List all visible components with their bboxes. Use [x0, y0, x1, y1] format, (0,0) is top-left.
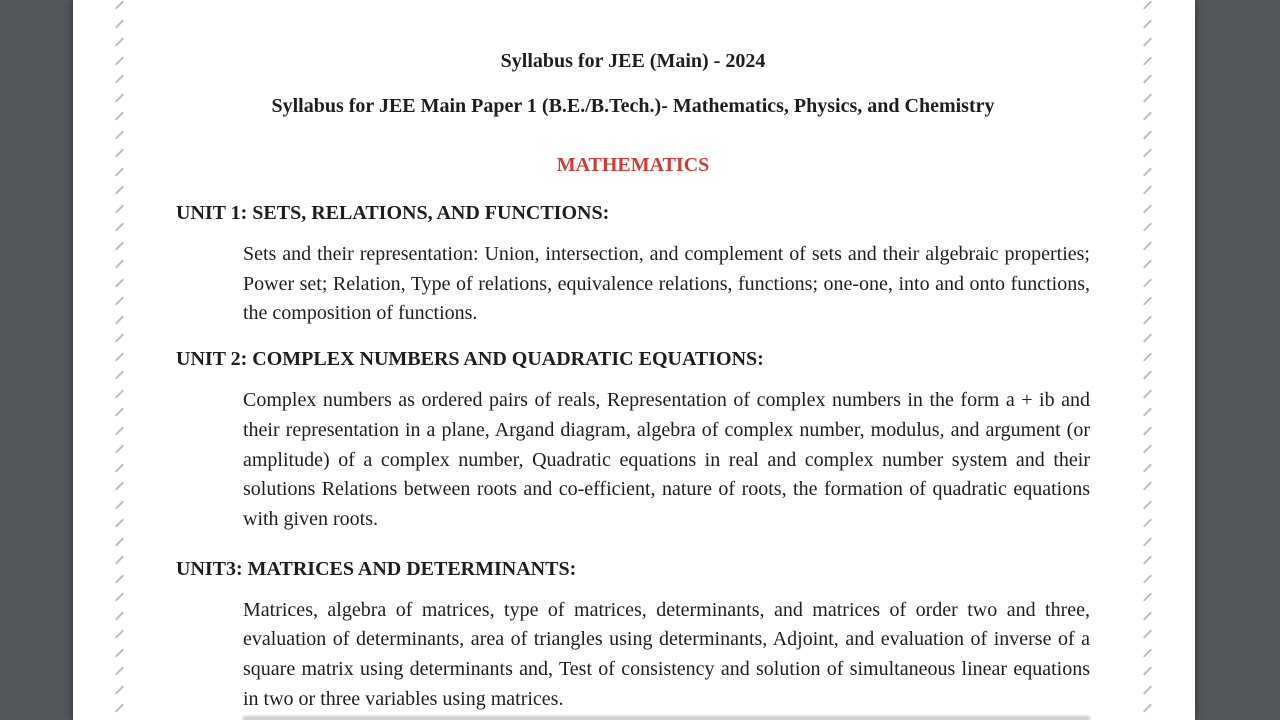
perforation-dash [1143, 37, 1152, 46]
document-content [176, 0, 1090, 714]
perforation-dash [115, 352, 124, 361]
perforation-dash [115, 611, 124, 620]
perforation-dash [115, 685, 124, 694]
perforation-dash [115, 148, 124, 157]
unit-2-body: Complex numbers as ordered pairs of reals, Representation of complex numbers in the form a + ib and their representation in a plane, Argand diagram, algebra of complex number, modulus, and argument (or amplitude) of a complex number, Quadratic equations in real and complex number system and their solutions Relations between roots and co-efficient, nature of roots, the formation of quadratic equations with given roots. [243, 389, 1090, 530]
perforation-dash [115, 315, 124, 324]
perforation-edge-left [114, 0, 126, 720]
section-title-mathematics: MATHEMATICS [556, 154, 710, 176]
perforation-dash [115, 278, 124, 287]
perforation-dash [115, 222, 124, 231]
perforation-dash [115, 629, 124, 638]
unit-section-1 [176, 200, 1090, 329]
perforation-dash [1143, 130, 1152, 139]
perforation-dash [1143, 463, 1152, 472]
perforation-dash [1143, 537, 1152, 546]
perforation-dash [115, 518, 124, 527]
perforation-dash [115, 592, 124, 601]
perforation-dash [1143, 148, 1152, 157]
perforation-dash [115, 93, 124, 102]
perforation-dash [115, 111, 124, 120]
perforation-dash [1143, 500, 1152, 509]
perforation-dash [115, 241, 124, 250]
perforation-dash [1143, 555, 1152, 564]
perforation-dash [115, 555, 124, 564]
perforation-dash [115, 333, 124, 342]
unit-2-heading: UNIT 2: COMPLEX NUMBERS AND QUADRATIC EQUATIONS: [176, 348, 764, 371]
perforation-dash [115, 296, 124, 305]
perforation-dash [115, 259, 124, 268]
perforation-dash [115, 0, 124, 9]
document-title: Syllabus for JEE (Main) - 2024 [500, 50, 766, 72]
perforation-dash [115, 37, 124, 46]
perforation-dash [1143, 56, 1152, 65]
perforation-dash [1143, 315, 1152, 324]
perforation-dash [1143, 426, 1152, 435]
perforation-dash [1143, 592, 1152, 601]
perforation-dash [1143, 407, 1152, 416]
perforation-dash [1143, 93, 1152, 102]
perforation-dash [1143, 629, 1152, 638]
unit-1-heading: UNIT 1: SETS, RELATIONS, AND FUNCTIONS: [176, 202, 610, 224]
perforation-edge-right [1142, 0, 1154, 720]
perforation-dash [1143, 703, 1152, 712]
perforation-dash [115, 407, 124, 416]
perforation-dash [115, 500, 124, 509]
perforation-dash [1143, 259, 1152, 268]
perforation-dash [115, 481, 124, 490]
perforation-dash [115, 537, 124, 546]
perforation-dash [1143, 444, 1152, 453]
perforation-dash [115, 204, 124, 213]
perforation-dash [1143, 185, 1152, 194]
perforation-dash [1143, 611, 1152, 620]
perforation-dash [115, 167, 124, 176]
perforation-dash [1143, 333, 1152, 342]
perforation-dash [1143, 481, 1152, 490]
unit-section-2 [176, 346, 1090, 535]
perforation-dash [1143, 74, 1152, 83]
perforation-dash [1143, 666, 1152, 675]
perforation-dash [115, 463, 124, 472]
perforation-dash [1143, 222, 1152, 231]
perforation-dash [1143, 241, 1152, 250]
perforation-dash [115, 74, 124, 83]
perforation-dash [1143, 352, 1152, 361]
perforation-dash [115, 370, 124, 379]
perforation-dash [115, 56, 124, 65]
cutoff-next-line-sliver [243, 716, 1090, 720]
perforation-dash [115, 19, 124, 28]
perforation-dash [115, 703, 124, 712]
unit-3-body: Matrices, algebra of matrices, type of matrices, determinants, and matrices of order two and three, evaluation of determinants, area of triangles using determinants, Adjoint, and evaluation of inverse of a square matrix using determinants and, Test of consistency and solution of simultaneous linear equations in two or three variables using matrices. [243, 598, 1090, 710]
perforation-dash [115, 648, 124, 657]
perforation-dash [1143, 648, 1152, 657]
perforation-dash [115, 574, 124, 583]
document-subtitle: Syllabus for JEE Main Paper 1 (B.E./B.Tech.)- Mathematics, Physics, and Chemistry [271, 95, 995, 117]
perforation-dash [1143, 370, 1152, 379]
perforation-dash [1143, 389, 1152, 398]
perforation-dash [1143, 167, 1152, 176]
perforation-dash [115, 389, 124, 398]
perforation-dash [115, 666, 124, 675]
perforation-dash [1143, 296, 1152, 305]
perforation-dash [1143, 518, 1152, 527]
perforation-dash [1143, 0, 1152, 9]
perforation-dash [115, 426, 124, 435]
perforation-dash [115, 130, 124, 139]
perforation-dash [1143, 204, 1152, 213]
document-page [73, 0, 1195, 720]
perforation-dash [115, 185, 124, 194]
unit-1-body: Sets and their representation: Union, intersection, and complement of sets and their algebraic properties; Power set; Relation, Type of relations, equivalence relations, functions; one-one, into and onto functions, the composition of functions. [243, 243, 1090, 325]
perforation-dash [1143, 574, 1152, 583]
perforation-dash [1143, 19, 1152, 28]
perforation-dash [1143, 278, 1152, 287]
perforation-dash [1143, 685, 1152, 694]
unit-3-heading: UNIT3: MATRICES AND DETERMINANTS: [176, 557, 577, 580]
unit-section-3 [176, 556, 1090, 715]
perforation-dash [1143, 111, 1152, 120]
perforation-dash [115, 444, 124, 453]
